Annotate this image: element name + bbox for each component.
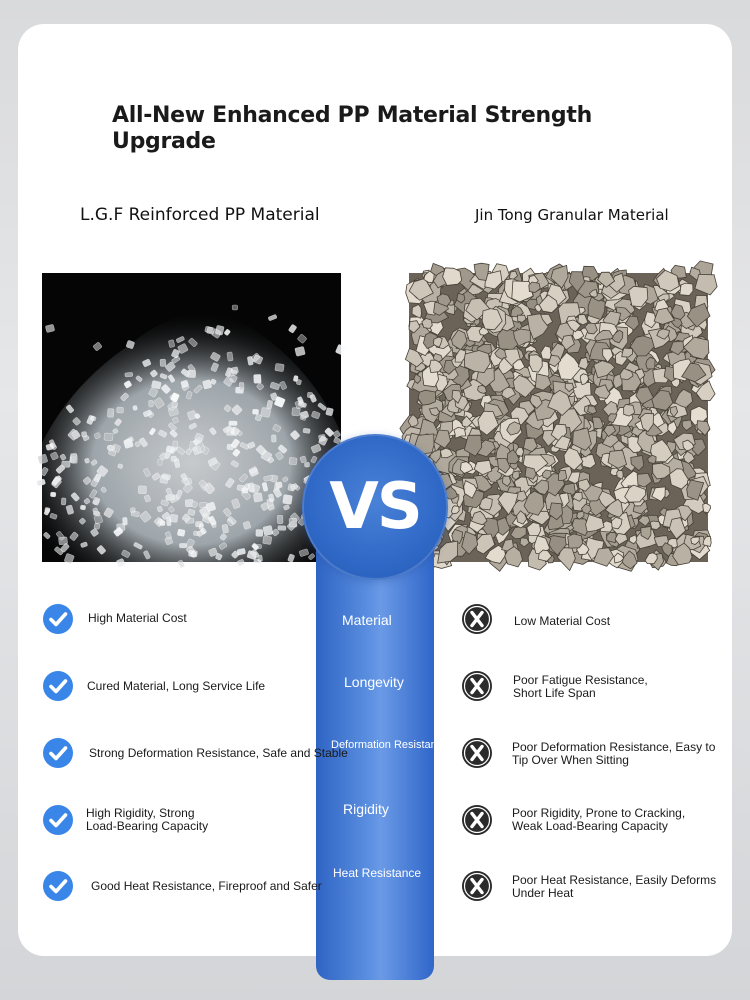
check-circle-icon (42, 737, 74, 769)
right-feature-longevity: Poor Fatigue Resistance, Short Life Span (513, 673, 648, 700)
right-feature-rigidity: Poor Rigidity, Prone to Cracking, Weak Load-Bearing Capacity (512, 806, 686, 833)
vs-label: VS (329, 470, 421, 544)
category-longevity: Longevity (344, 674, 404, 690)
category-material: Material (342, 612, 392, 628)
x-circle-icon (461, 870, 493, 902)
category-rigidity: Rigidity (343, 801, 389, 817)
left-feature-longevity: Cured Material, Long Service Life (87, 679, 266, 693)
check-circle-icon (42, 603, 74, 635)
page-title: All-New Enhanced PP Material Strength Upgrade (112, 103, 592, 154)
left-feature-deformation: Strong Deformation Resistance, Safe and Stable (89, 746, 348, 760)
left-feature-rigidity: High Rigidity, Strong Load-Bearing Capacity (86, 806, 209, 833)
left-feature-heat: Good Heat Resistance, Fireproof and Safer (91, 879, 322, 893)
check-circle-icon (42, 670, 74, 702)
left-column-heading: L.G.F Reinforced PP Material (80, 205, 320, 225)
category-deformation-resistance: Deformation Resistance (331, 739, 449, 751)
x-circle-icon (461, 603, 493, 635)
right-feature-heat: Poor Heat Resistance, Easily Deforms Under Heat (512, 873, 717, 900)
right-feature-deformation: Poor Deformation Resistance, Easy to Tip Over When Sitting (512, 740, 716, 767)
vs-badge (302, 434, 448, 580)
right-column-heading: Jin Tong Granular Material (475, 206, 669, 224)
clear-pp-pellets-photo (42, 273, 341, 562)
check-circle-icon (42, 804, 74, 836)
category-heat-resistance: Heat Resistance (333, 866, 422, 880)
x-circle-icon (461, 804, 493, 836)
left-feature-material: High Material Cost (88, 611, 187, 625)
x-circle-icon (461, 670, 493, 702)
check-circle-icon (42, 870, 74, 902)
x-circle-icon (461, 737, 493, 769)
right-feature-material: Low Material Cost (514, 614, 611, 628)
gray-granules-photo (409, 273, 708, 562)
